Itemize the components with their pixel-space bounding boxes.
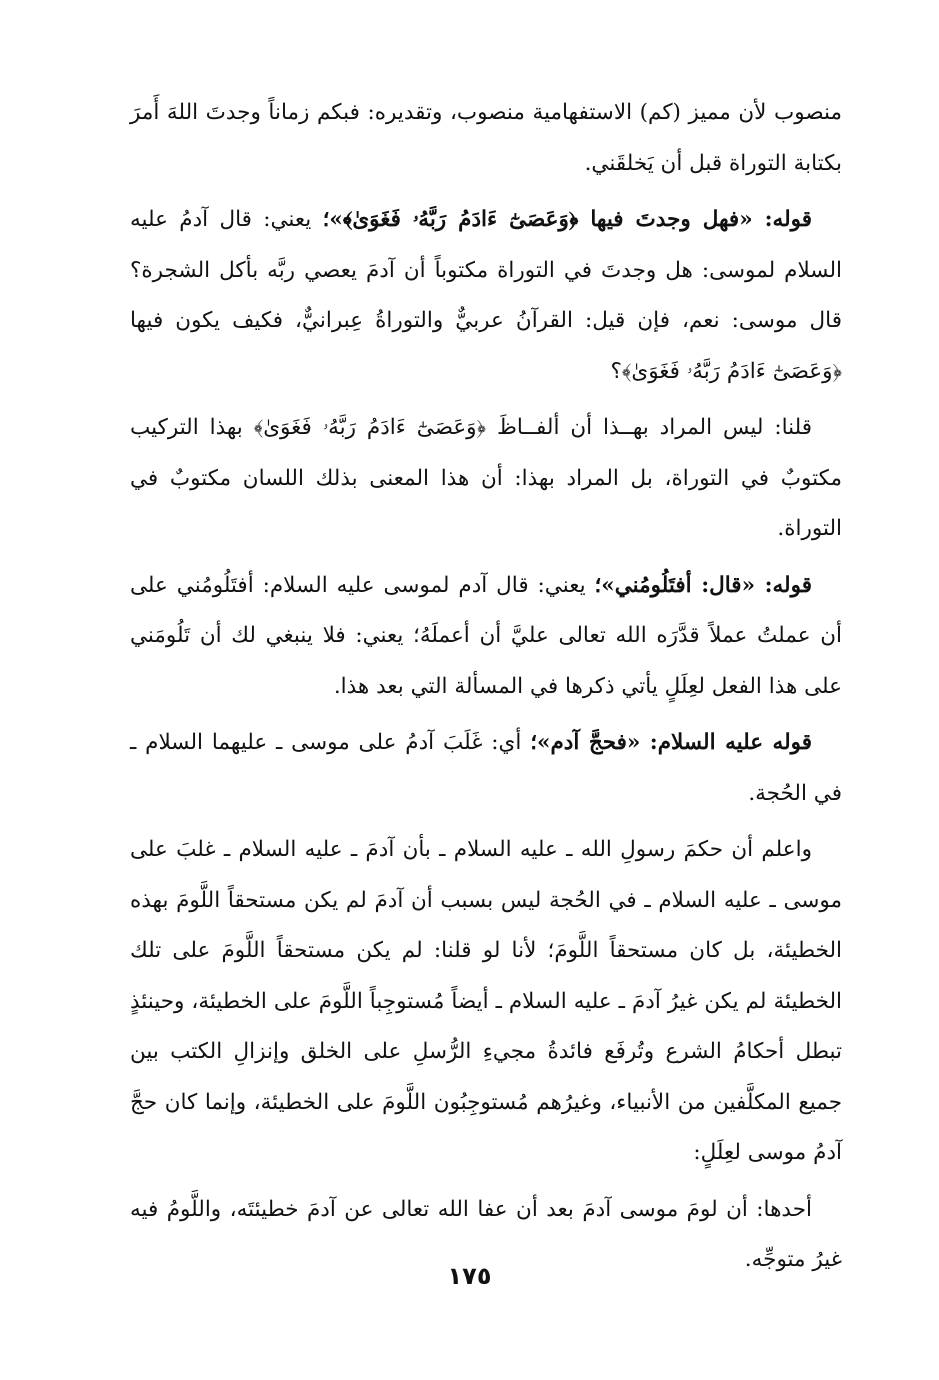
paragraph-6 xyxy=(130,825,842,1179)
paragraph-1 xyxy=(130,88,842,189)
paragraph-4 xyxy=(130,561,842,713)
body-text xyxy=(130,88,842,1292)
paragraph-7-text: أحدها: أن لومَ موسى آدمَ بعد أن عفا الله تعالى عن آدمَ خطيئتَه، واللَّومُ فيه غيرُ متوجِّه. xyxy=(130,1196,842,1272)
paragraph-6-text: واعلم أن حكمَ رسولِ الله ـ عليه السلام ـ بأن آدمَ ـ عليه السلام ـ غلبَ على موسى ـ عليه السلام ـ في الحُجة ليس بسبب أن آدمَ لم يكن مستحقاً اللَّومَ بهذه الخطيئة، بل كان مستحقاً اللَّومَ؛ لأنا لو قلنا: لم يكن مستحقاً اللَّومَ على تلك الخطيئة لم يكن غيرُ آدمَ ـ عليه السلام ـ أيضاً مُستوجِباً اللَّومَ على الخطيئة، وحينئذٍ تبطل أحكامُ الشرع وتُرفَع فائدةُ مجيءِ الرُّسلِ على الخلق وإنزالِ الكتب بين جميع المكلَّفين من الأنبياء، وغيرُهم مُستوجِبُون اللَّومَ على الخطيئة، وإنما كان حجَّ آدمُ موسى لعِلَلٍ: xyxy=(130,837,842,1165)
paragraph-2-lead: قوله: «فهل وجدتَ فيها ﴿وَعَصَىٰٓ ءَادَمُ رَبَّهُۥ فَغَوَىٰ﴾»؛ xyxy=(322,207,812,232)
paragraph-1-text: منصوب لأن مميز (كم) الاستفهامية منصوب، وتقديره: فبكم زماناً وجدتَ اللهَ أَمرَ بكتابة التوراة قبل أن يَخلقَني. xyxy=(130,100,842,176)
page-number: ١٧٥ xyxy=(447,1262,492,1290)
paragraph-3-text: قلنا: ليس المراد بهــذا أن ألفــاظَ ﴿وَعَصَىٰٓ ءَادَمُ رَبَّهُۥ فَغَوَىٰ﴾ بهذا التركيب مكتوبٌ في التوراة، بل المراد بهذا: أن هذا المعنى بذلك اللسان مكتوبٌ في التوراة. xyxy=(130,415,842,541)
paragraph-5-lead: قوله عليه السلام: «فحجَّ آدم»؛ xyxy=(530,730,813,755)
paragraph-5 xyxy=(130,718,842,819)
paragraph-4-text: يعني: قال آدم لموسى عليه السلام: أفتَلُومُني على أن عملتُ عملاً قدَّرَه الله تعالى عليَّ أن أعملَهُ؛ يعني: فلا ينبغي لك أن تَلُومَني على هذا الفعل لعِلَلٍ يأتي ذكرها في المسألة التي بعد هذا. xyxy=(130,572,842,699)
paragraph-3 xyxy=(130,403,842,555)
paragraph-4-lead: قوله: «قال: أفتَلُومُني»؛ xyxy=(594,572,812,598)
paragraph-2-text: يعني: قال آدمُ عليه السلام لموسى: هل وجدتَ في التوراة مكتوباً أن آدمَ يعصي ربَّه بأكل الشجرة؟ قال موسى: نعم، فإن قيل: القرآنُ عربيٌّ والتوراةُ عِبرانيٌّ، فكيف يكون فيها ﴿وَعَصَىٰٓ ءَادَمُ رَبَّهُۥ فَغَوَىٰ﴾؟ xyxy=(130,207,842,384)
paragraph-5-text: أي: غَلَبَ آدمُ على موسى ـ عليهما السلام ـ في الحُجة. xyxy=(130,730,842,806)
paragraph-2 xyxy=(130,195,842,397)
